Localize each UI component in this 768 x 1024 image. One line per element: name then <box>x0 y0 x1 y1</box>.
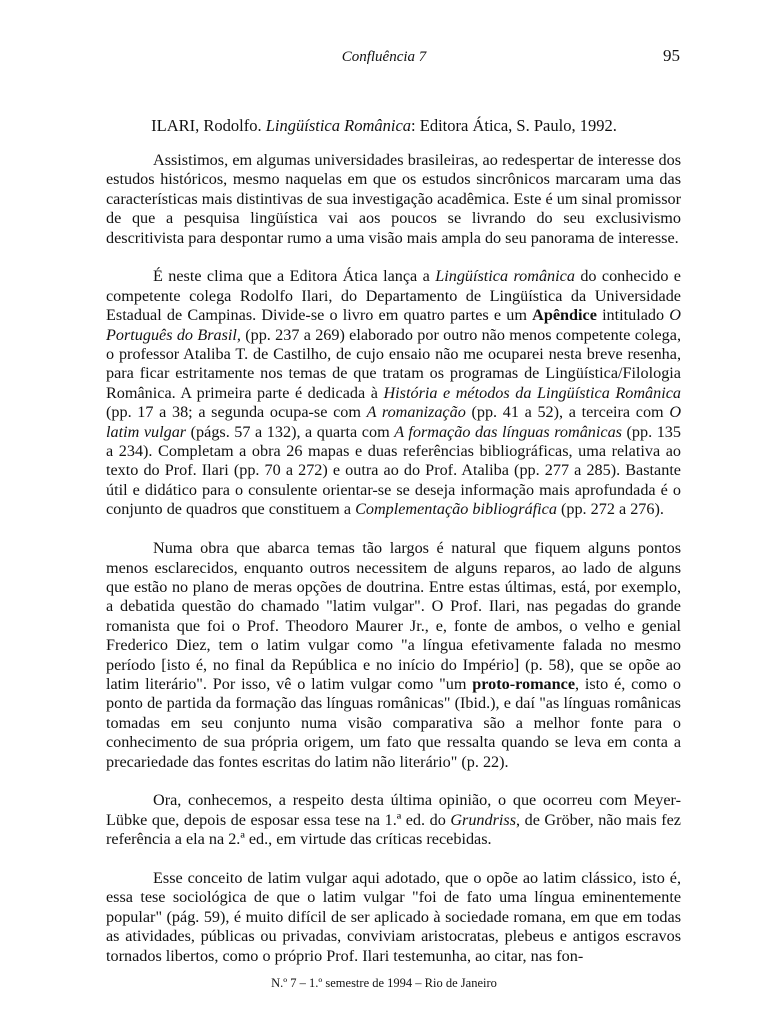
paragraph-4 <box>106 791 681 849</box>
text-span: , de Gröber, não mais fez referência a ela na 2.ª ed., em virtude das críticas recebidas. <box>106 810 681 849</box>
section-title: O latim vulgar <box>106 403 682 441</box>
text-span: (pp. 41 a 52), a terceira com <box>465 403 670 422</box>
text-span: Ora, conhecemos, a respeito desta última opinião, o que ocorreu com Meyer-Lübke que, depois de esposar essa tese na 1.ª ed. do <box>106 791 681 829</box>
citation-title: Lingüística Românica <box>265 116 412 135</box>
journal-title: Confluência 7 <box>341 49 427 65</box>
section-title: A formação das línguas românicas <box>394 422 622 441</box>
text-span: (pp. 17 a 38; a segunda ocupa-se com <box>106 403 367 422</box>
text-span: (págs. 57 a 132), a quarta com <box>186 422 395 441</box>
text-span: É neste clima que a Editora Ática lança a <box>153 267 436 286</box>
paragraph-3 <box>106 539 681 772</box>
paragraph-2 <box>106 267 681 519</box>
citation-publisher: : Editora Ática, S. Paulo, 1992. <box>411 116 617 135</box>
text-span: , (pp. 237 a 269) elaborado por outro não menos competente colega, o professor Ataliba T. de Castilho, de cujo ensaio não me ocuparei nesta breve resenha, para ficar estritamente nos temas de que tratam os programas de Lingüística/Filologia Românica. A primeira parte é dedicada à <box>106 325 681 402</box>
book-title: Lingüística românica <box>435 267 575 286</box>
section-title: História e métodos da Lingüística Românica <box>383 383 681 402</box>
text-span: , isto é, como o ponto de partida da formação das línguas românicas" (Ibid.), e daí "as línguas românicas tomadas em seu conjunto numa visão comparativa são a melhor fonte para o conhecimento de sua própria origem, um fato que ressalta quando se leva em conta a precariedade das fontes escritas do latim não literário" (p. 22). <box>106 674 681 771</box>
running-header <box>0 46 768 70</box>
text-span: (pp. 135 a 234). Completam a obra 26 mapas e duas referências bibliográficas, uma relativa ao texto do Prof. Ilari (pp. 70 a 272) e outra ao do Prof. Ataliba (pp. 277 a 285). Bastante útil e didático para o consulente orientar-se se deseja informação mais aprofundada é o conjunto de quadros que constituem a <box>106 422 681 519</box>
review-body <box>106 151 681 966</box>
paragraph-1: Assistimos, em algumas universidades brasileiras, ao redespertar de interesse dos estudos históricos, mesmo naquelas em que os estudos sincrônicos marcaram uma das características mais distintivas de sua investigação acadêmica. Este é um sinal promissor de que a pesquisa lingüística vai aos poucos se livrando do seu exclusivismo descritivista para despontar rumo a uma visão mais ampla do seu panorama de interesse. <box>106 151 681 247</box>
section-title: O Português do Brasil <box>106 306 681 344</box>
text-span: Numa obra que abarca temas tão largos é natural que fiquem alguns pontos menos esclarecidos, enquanto outros necessitem de alguns reparos, ao lado de alguns que estão no plano de meras opções de doutrina. Entre estas últimas, está, por exemplo, a debatida questão do chamado "latim vulgar". O Prof. Ilari, nas pegadas do grande romanista que foi o Prof. Theodoro Maurer Jr., e, fonte de ambos, o velho e genial Frederico Diez, tem o latim vulgar como "a língua efetivamente falada no mesmo período [isto é, no final da República e no início do Império] (p. 58), que se opõe ao latim literário". Por isso, vê o latim vulgar como "um <box>106 539 681 693</box>
paragraph-5: Esse conceito de latim vulgar aqui adotado, que o opõe ao latim clássico, isto é, essa tese sociológica de que o latim vulgar "foi de fato uma língua eminentemente popular" (pág. 59), é muito difícil de ser aplicado à sociedade romana, em que em todas as atividades, públicas ou privadas, conviviam aristocratas, plebeus e antigos escravos tornados libertos, como o próprio Prof. Ilari testemunha, ao citar, nas fon- <box>106 868 681 965</box>
section-title: A romanização <box>366 403 466 422</box>
text-span: (pp. 272 a 276). <box>556 500 664 519</box>
section-title: Complementação bibliográfica <box>355 500 557 519</box>
citation-author: ILARI, Rodolfo. <box>151 116 262 135</box>
page-footer: N.º 7 – 1.º semestre de 1994 – Rio de Janeiro <box>271 976 497 990</box>
text-span: intitulado <box>596 306 670 325</box>
bold-term: Apêndice <box>532 306 597 325</box>
text-span: do conhecido e competente colega Rodolfo Ilari, do Departamento de Lingüística da Universidade Estadual de Campinas. Divide-se o livro em quatro partes e um <box>106 267 681 325</box>
bold-term: proto-romance <box>472 674 576 693</box>
page-number: 95 <box>663 46 680 65</box>
book-title: Grundriss <box>450 810 517 829</box>
review-citation <box>0 116 768 136</box>
